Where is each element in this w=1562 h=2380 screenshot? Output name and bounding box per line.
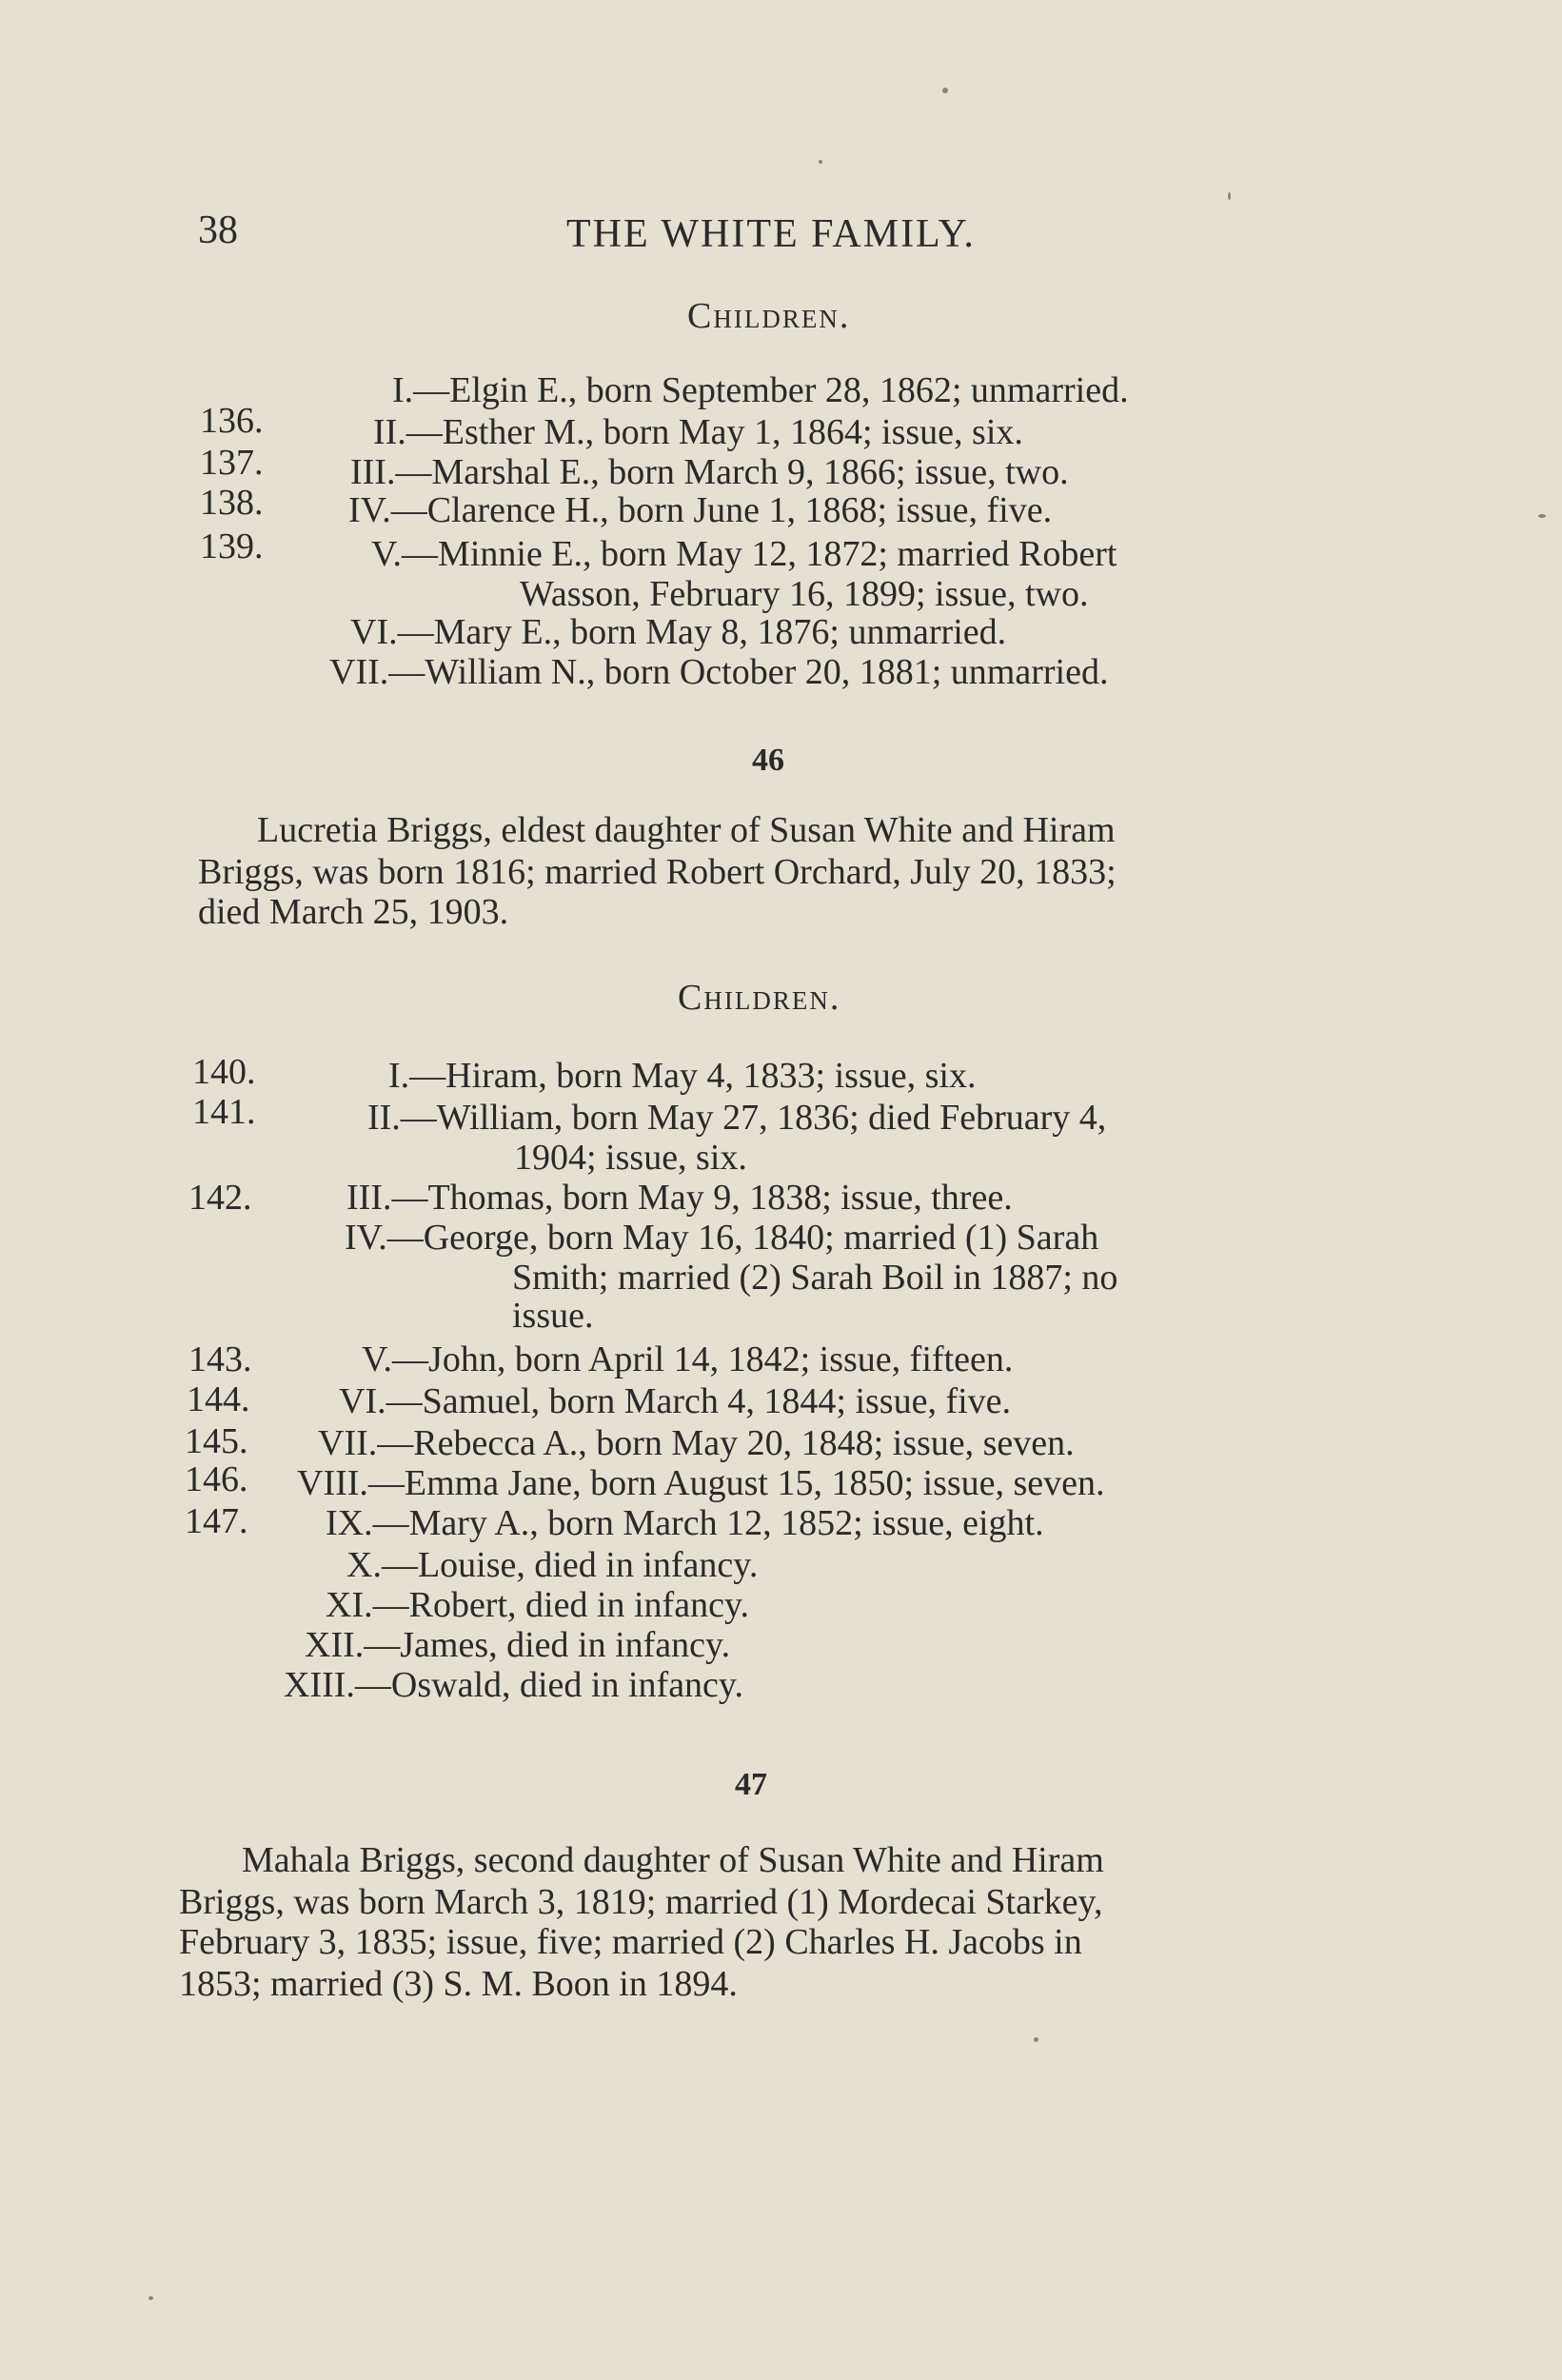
paragraph-line: Briggs, was born 1816; married Robert Orchard, July 20, 1833; — [198, 852, 1117, 892]
children-heading-1: Children. — [687, 296, 851, 336]
entry-line: XII.—James, died in infancy. — [305, 1625, 731, 1665]
entry-number: 144. — [187, 1379, 250, 1419]
entry-number: 147. — [185, 1501, 248, 1541]
entry-line: IX.—Mary A., born March 12, 1852; issue, eight. — [326, 1503, 1044, 1543]
entry-line: issue. — [512, 1296, 594, 1336]
entry-line: II.—William, born May 27, 1836; died February 4, — [367, 1098, 1107, 1138]
children-heading-2: Children. — [678, 978, 841, 1018]
entry-line: VII.—William N., born October 20, 1881; unmarried. — [329, 652, 1109, 692]
paper-speck — [942, 88, 948, 93]
page-number: 38 — [198, 208, 238, 252]
entry-number: 142. — [188, 1178, 252, 1218]
paper-speck — [819, 160, 822, 164]
paragraph-line: died March 25, 1903. — [198, 892, 509, 932]
entry-line: VIII.—Emma Jane, born August 15, 1850; issue, seven. — [297, 1463, 1105, 1503]
section-number-46: 46 — [752, 743, 784, 778]
paragraph-line: Mahala Briggs, second daughter of Susan White and Hiram — [242, 1840, 1104, 1880]
entry-number: 138. — [200, 483, 264, 523]
entry-line: IV.—George, born May 16, 1840; married (1) Sarah — [345, 1218, 1099, 1258]
paper-speck — [1034, 2037, 1038, 2042]
entry-line: XIII.—Oswald, died in infancy. — [284, 1665, 743, 1705]
entry-number: 143. — [188, 1339, 252, 1379]
entry-number: 140. — [192, 1052, 256, 1092]
entry-line: I.—Elgin E., born September 28, 1862; unmarried. — [392, 370, 1129, 410]
paragraph-line: February 3, 1835; issue, five; married (2) Charles H. Jacobs in — [179, 1922, 1082, 1962]
entry-line: VI.—Samuel, born March 4, 1844; issue, five. — [339, 1381, 1012, 1421]
entry-number: 146. — [185, 1459, 248, 1499]
paper-speck — [1538, 514, 1546, 518]
entry-number: 145. — [185, 1421, 248, 1461]
paragraph-line: 1853; married (3) S. M. Boon in 1894. — [179, 1964, 738, 2004]
entry-line: V.—John, born April 14, 1842; issue, fifteen. — [362, 1339, 1014, 1379]
entry-line: 1904; issue, six. — [514, 1138, 747, 1178]
entry-line: IV.—Clarence H., born June 1, 1868; issue, five. — [348, 490, 1053, 530]
entry-line: Wasson, February 16, 1899; issue, two. — [520, 574, 1089, 614]
paragraph-line: Lucretia Briggs, eldest daughter of Susan White and Hiram — [257, 810, 1116, 850]
entry-line: X.—Louise, died in infancy. — [346, 1545, 759, 1585]
entry-line: II.—Esther M., born May 1, 1864; issue, six. — [373, 412, 1023, 452]
entry-line: Smith; married (2) Sarah Boil in 1887; no — [512, 1258, 1118, 1298]
paragraph-line: Briggs, was born March 3, 1819; married (1) Mordecai Starkey, — [179, 1882, 1103, 1922]
entry-line: I.—Hiram, born May 4, 1833; issue, six. — [388, 1056, 977, 1096]
entry-line: III.—Thomas, born May 9, 1838; issue, three. — [346, 1178, 1013, 1218]
page-title: THE WHITE FAMILY. — [566, 212, 976, 256]
entry-line: III.—Marshal E., born March 9, 1866; issue, two. — [350, 452, 1069, 492]
entry-line: VII.—Rebecca A., born May 20, 1848; issue, seven. — [318, 1423, 1075, 1463]
entry-number: 139. — [200, 526, 264, 566]
paper-speck — [148, 2296, 153, 2300]
entry-number: 137. — [200, 443, 264, 483]
section-number-47: 47 — [735, 1767, 767, 1802]
entry-number: 141. — [192, 1092, 256, 1132]
entry-line: V.—Minnie E., born May 12, 1872; married Robert — [371, 534, 1117, 574]
entry-line: VI.—Mary E., born May 8, 1876; unmarried. — [350, 612, 1007, 652]
paper-speck — [1228, 192, 1231, 200]
entry-number: 136. — [200, 401, 264, 441]
entry-line: XI.—Robert, died in infancy. — [326, 1585, 749, 1625]
